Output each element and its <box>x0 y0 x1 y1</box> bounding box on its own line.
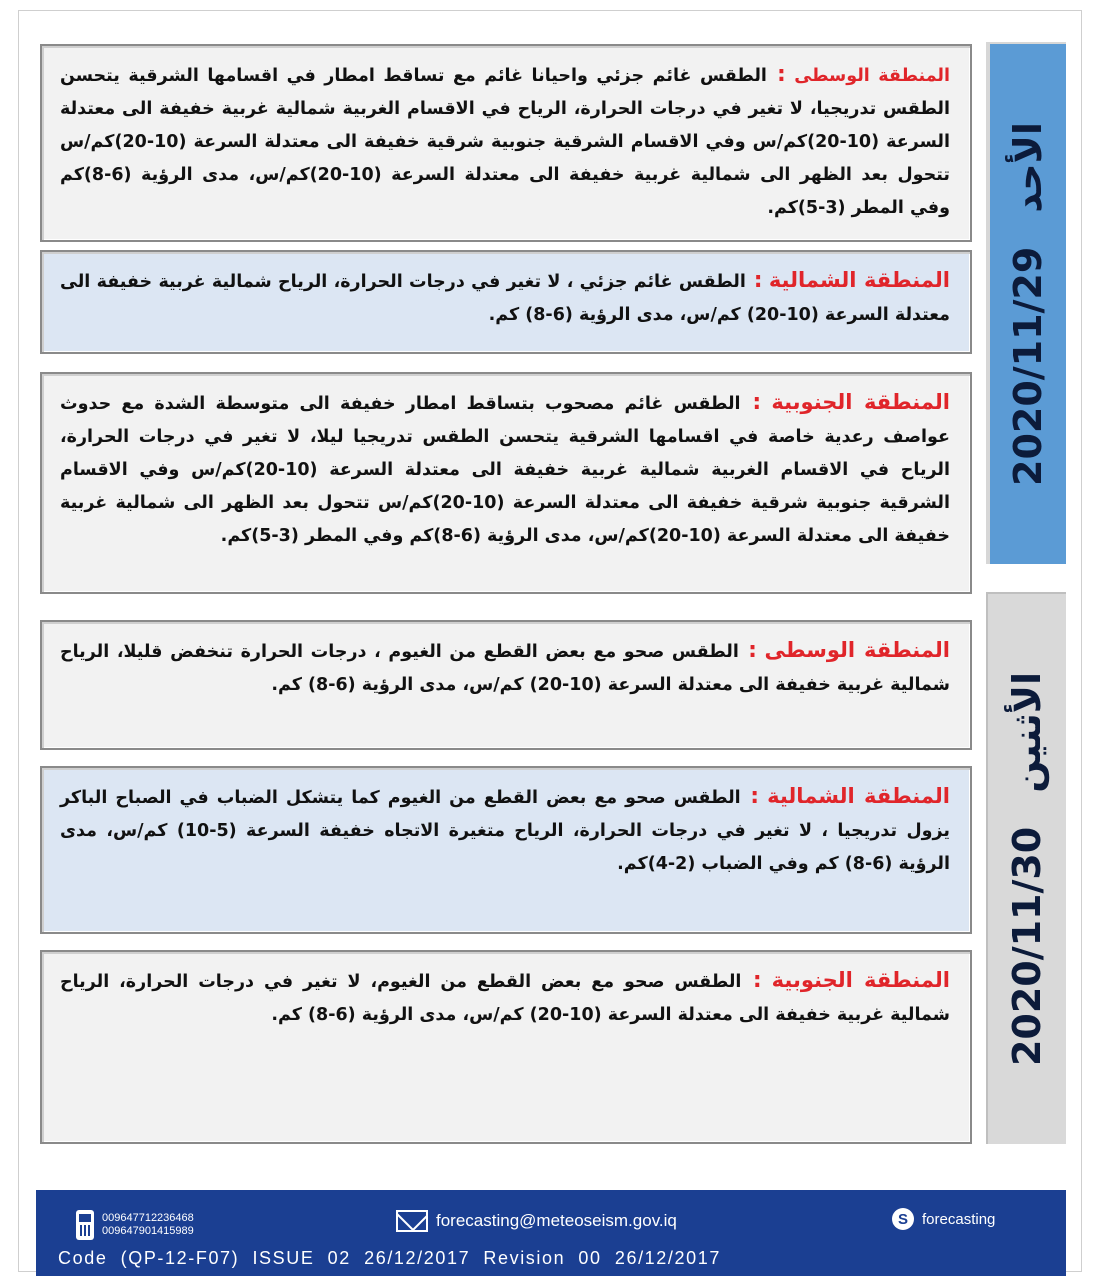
skype-handle[interactable]: forecasting <box>922 1210 996 1228</box>
document-code-line: Code (QP-12-F07) ISSUE 02 26/12/2017 Revision 00 26/12/2017 <box>58 1248 721 1268</box>
contact-row <box>36 1202 1066 1240</box>
day-name: الأحد <box>1006 122 1051 213</box>
forecast-box-south-day1: المنطقة الجنوبية : الطقس غائم مصحوب بتساقط امطار خفيفة الى متوسطة الشدة مع حدوث عواصف رعدية خاصة في اقسامها الشرقية يتحسن الطقس تدريجيا ليلا، لا تغير في درجات الحرارة، الرياح في الاقسام الغربية شمالية غربية خفيفة الى معتدلة السرعة (10-20)كم/س وفي الاقسام الشرقية جنوبية شرقية خفيفة الى معتدلة السرعة (10-20)كم/س تتحول بعد الظهر الى شمالية غربية خفيفة الى معتدلة السرعة (10-20)كم/س، مدى الرؤية (6-8)كم وفي المطر (3-5)كم. <box>40 372 972 594</box>
region-title: المنطقة الجنوبية <box>771 390 950 414</box>
date-label: 2020/11/30 <box>1005 826 1049 1067</box>
day-name: الأثنين <box>1005 671 1049 793</box>
forecast-text: الطقس صحو مع بعض القطع من الغيوم كما يتشكل الضباب في الصباح الباكر يزول تدريجيا ، لا تغير في درجات الحرارة، الرياح متغيرة الاتجاه خفيفة السرعة (5-10) كم/س، مدى الرؤية (6-8) كم وفي الضباب (2-4)كم. <box>60 788 950 874</box>
region-title: المنطقة الجنوبية <box>771 968 950 992</box>
region-title: المنطقة الوسطى <box>764 638 951 662</box>
email-contact <box>396 1210 677 1232</box>
region-title: المنطقة الوسطى <box>794 66 950 86</box>
skype-contact <box>892 1208 995 1230</box>
date-label: 2020/11/29 <box>1006 246 1051 486</box>
forecast-box-north-day1: المنطقة الشمالية : الطقس غائم جزئي ، لا تغير في درجات الحرارة، الرياح شمالية غربية خفيفة الى معتدلة السرعة (10-20) كم/س، مدى الرؤية (6-8) كم. <box>40 250 972 354</box>
forecast-text: الطقس غائم جزئي ، لا تغير في درجات الحرارة، الرياح شمالية غربية خفيفة الى معتدلة السرعة (10-20) كم/س، مدى الرؤية (6-8) كم. <box>60 272 950 325</box>
date-column-day2 <box>986 592 1066 1144</box>
forecast-text: الطقس غائم جزئي واحيانا غائم مع تساقط امطار في اقسامها الشرقية يتحسن الطقس تدريجيا، لا تغير في درجات الحرارة، الرياح في الاقسام الغربية شمالية غربية خفيفة الى معتدلة السرعة (10-20)كم/س وفي الاقسام الشرقية جنوبية شرقية خفيفة الى معتدلة السرعة (10-20)كم/س تتحول بعد الظهر الى شمالية غربية خفيفة الى معتدلة السرعة (10-20)كم/س، مدى الرؤية (6-8)كم وفي المطر (3-5)كم. <box>60 66 950 218</box>
phone-icon <box>76 1210 94 1240</box>
forecast-box-south-day2: المنطقة الجنوبية : الطقس صحو مع بعض القطع من الغيوم، لا تغير في درجات الحرارة، الرياح شمالية غربية خفيفة الى معتدلة السرعة (10-20) كم/س، مدى الرؤية (6-8) كم. <box>40 950 972 1144</box>
footer-bar <box>36 1190 1066 1276</box>
forecast-text: الطقس غائم مصحوب بتساقط امطار خفيفة الى متوسطة الشدة مع حدوث عواصف رعدية خاصة في اقسامها الشرقية يتحسن الطقس تدريجيا ليلا، لا تغير في درجات الحرارة، الرياح في الاقسام الغربية شمالية غربية خفيفة الى معتدلة السرعة (10-20)كم/س وفي الاقسام الشرقية جنوبية شرقية خفيفة الى معتدلة السرعة (10-20)كم/س تتحول بعد الظهر الى شمالية غربية خفيفة الى معتدلة السرعة (10-20)كم/س، مدى الرؤية (6-8)كم وفي المطر (3-5)كم. <box>60 394 950 546</box>
skype-icon: S <box>892 1208 914 1230</box>
phone-contact <box>76 1210 194 1240</box>
email-link[interactable]: forecasting@meteoseism.gov.iq <box>436 1211 677 1230</box>
forecast-text: الطقس صحو مع بعض القطع من الغيوم، لا تغير في درجات الحرارة، الرياح شمالية غربية خفيفة الى معتدلة السرعة (10-20) كم/س، مدى الرؤية (6-8) كم. <box>60 972 950 1025</box>
forecast-text: الطقس صحو مع بعض القطع من الغيوم ، درجات الحرارة تنخفض قليلا، الرياح شمالية غربية خفيفة الى معتدلة السرعة (10-20) كم/س، مدى الرؤية (6-8) كم. <box>60 642 950 695</box>
date-column-day1 <box>986 42 1066 564</box>
phone-number-1[interactable]: 009647712236468 <box>102 1212 194 1224</box>
phone-number-2[interactable]: 009647901415989 <box>102 1225 194 1237</box>
region-title: المنطقة الشمالية <box>767 784 951 808</box>
mail-icon <box>396 1210 428 1232</box>
forecast-box-north-day2: المنطقة الشمالية : الطقس صحو مع بعض القطع من الغيوم كما يتشكل الضباب في الصباح الباكر يزول تدريجيا ، لا تغير في درجات الحرارة، الرياح متغيرة الاتجاه خفيفة السرعة (5-10) كم/س، مدى الرؤية (6-8) كم وفي الضباب (2-4)كم. <box>40 766 972 934</box>
forecast-box-central-day1: المنطقة الوسطى : الطقس غائم جزئي واحيانا غائم مع تساقط امطار في اقسامها الشرقية يتحسن الطقس تدريجيا، لا تغير في درجات الحرارة، الرياح في الاقسام الغربية شمالية غربية خفيفة الى معتدلة السرعة (10-20)كم/س وفي الاقسام الشرقية جنوبية شرقية خفيفة الى معتدلة السرعة (10-20)كم/س تتحول بعد الظهر الى شمالية غربية خفيفة الى معتدلة السرعة (10-20)كم/س، مدى الرؤية (6-8)كم وفي المطر (3-5)كم. <box>40 44 972 242</box>
forecast-box-central-day2: المنطقة الوسطى : الطقس صحو مع بعض القطع من الغيوم ، درجات الحرارة تنخفض قليلا، الرياح شمالية غربية خفيفة الى معتدلة السرعة (10-20) كم/س، مدى الرؤية (6-8) كم. <box>40 620 972 750</box>
region-title: المنطقة الشمالية <box>768 268 950 292</box>
